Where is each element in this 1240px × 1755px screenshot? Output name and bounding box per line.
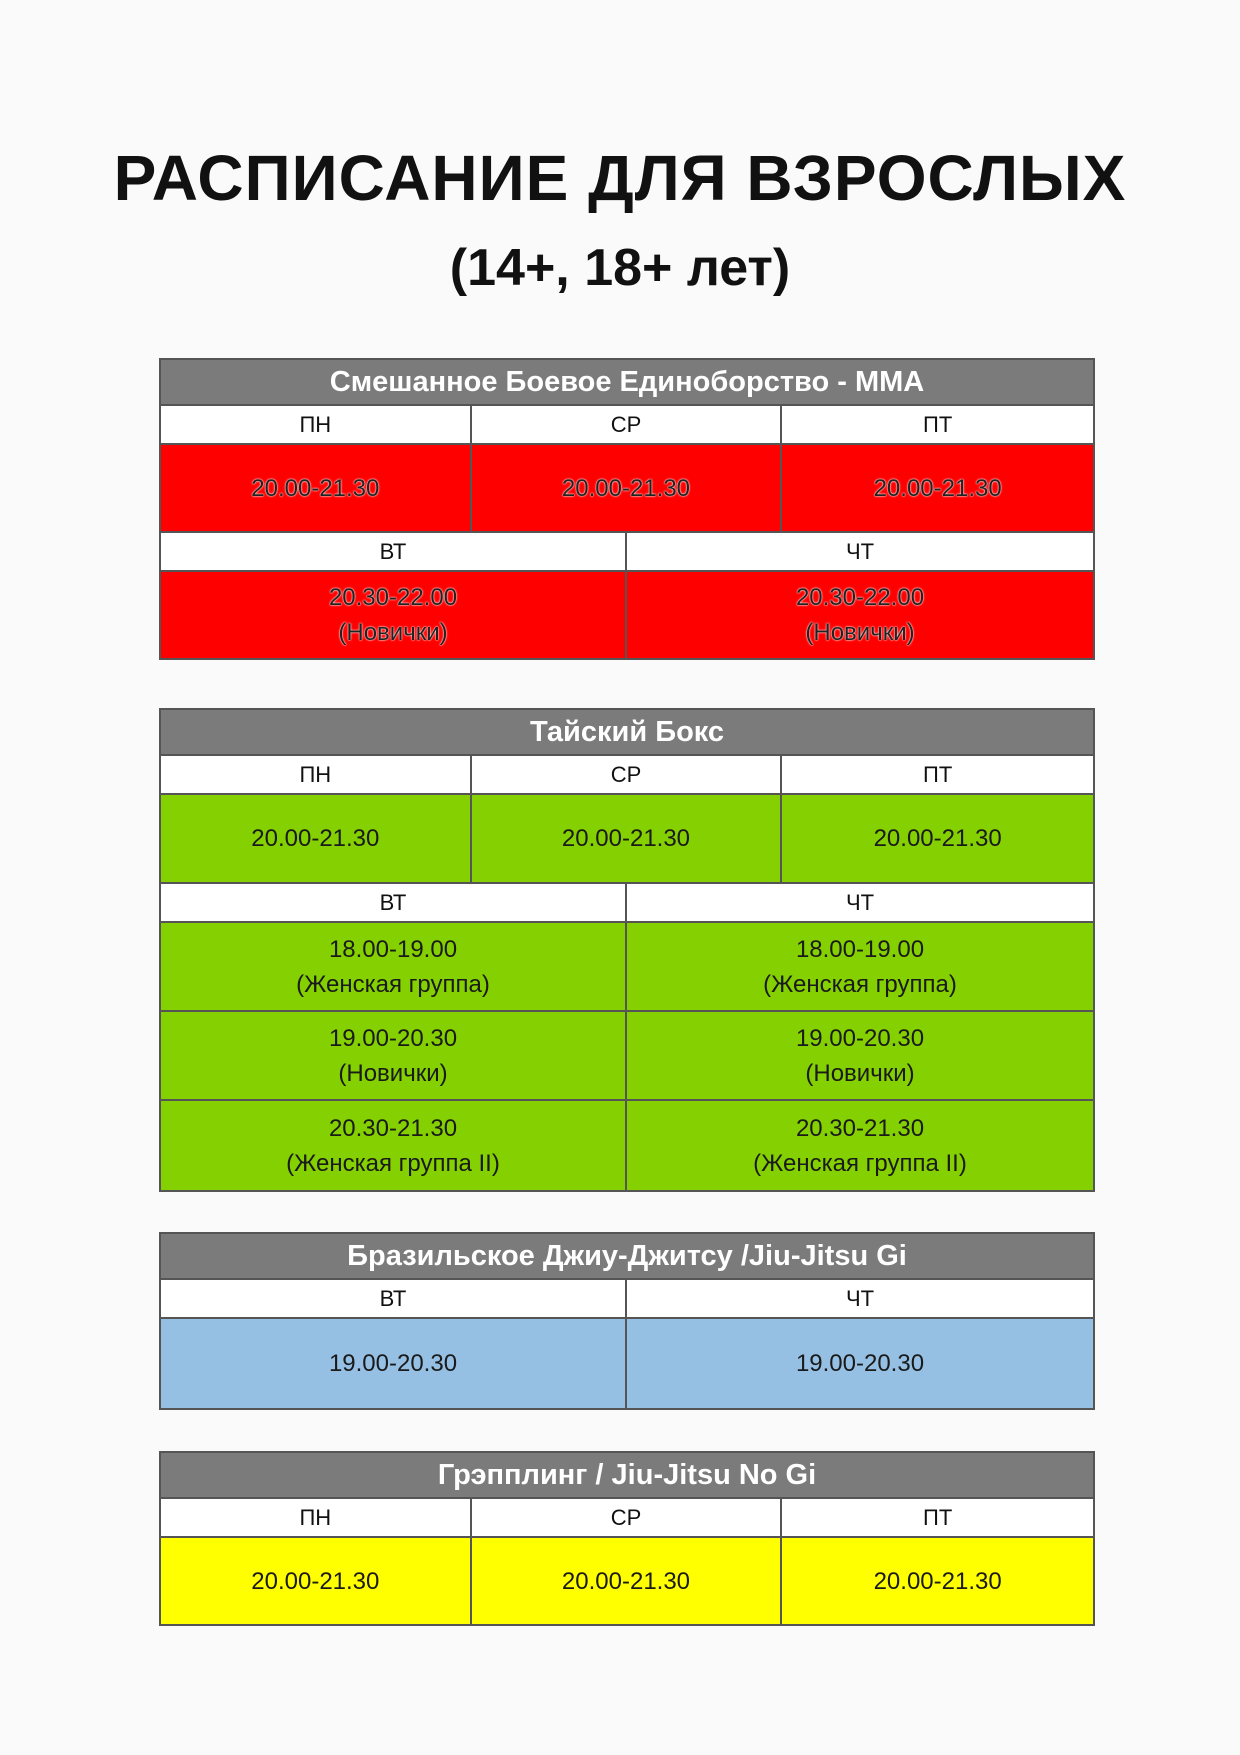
time-slot (627, 572, 1093, 658)
time-slot-note: (Женская группа II) (753, 1149, 967, 1177)
time-slot (161, 572, 627, 658)
time-slot (627, 1319, 1093, 1408)
thai-boxing-schedule-table (159, 708, 1095, 1192)
time-slot-time: 20.00-21.30 (561, 1567, 691, 1595)
time-slot-note: (Новички) (338, 1059, 448, 1087)
time-slot (472, 1538, 783, 1624)
time-slot (627, 923, 1093, 1012)
thai-boxing-table-title: Тайский Бокс (161, 710, 1093, 756)
time-slot-time: 20.00-21.30 (561, 825, 691, 852)
time-slot-time: 18.00-19.00 (795, 935, 925, 963)
time-slot (161, 795, 472, 884)
time-slot-time: 20.00-21.30 (873, 1567, 1002, 1595)
time-slot-time: 20.00-21.30 (251, 1567, 380, 1595)
day-header: СР (472, 1499, 783, 1538)
day-header: ВТ (161, 1280, 627, 1319)
time-slot (161, 1319, 627, 1408)
time-slot (472, 445, 783, 533)
time-slot (161, 1101, 627, 1190)
day-header: ПТ (782, 406, 1093, 445)
time-slot-time: 20.00-21.30 (561, 474, 691, 502)
time-slot (161, 445, 472, 533)
time-slot-time: 20.00-21.30 (251, 825, 380, 852)
grappling-table-title: Грэпплинг / Jiu-Jitsu No Gi (161, 1453, 1093, 1499)
time-slot (627, 1012, 1093, 1101)
time-slot-time: 19.00-20.30 (795, 1350, 925, 1377)
grappling-schedule-table (159, 1451, 1095, 1626)
day-header: СР (472, 406, 783, 445)
time-slot-time: 20.00-21.30 (873, 474, 1002, 502)
day-header: СР (472, 756, 783, 795)
time-slot-note: (Новички) (805, 1059, 915, 1087)
time-slot-time: 20.30-21.30 (328, 1114, 458, 1142)
time-slot (782, 795, 1093, 884)
time-slot-time: 20.00-21.30 (873, 825, 1002, 852)
time-slot-time: 19.00-20.30 (328, 1350, 458, 1377)
time-slot (161, 1012, 627, 1101)
day-header: ЧТ (627, 1280, 1093, 1319)
time-slot (627, 1101, 1093, 1190)
time-slot-time: 20.30-22.00 (328, 584, 458, 611)
time-slot-time: 19.00-20.30 (328, 1024, 458, 1052)
time-slot-time: 20.00-21.30 (251, 474, 380, 502)
time-slot-time: 20.30-22.00 (795, 584, 925, 611)
day-header: ПН (161, 756, 472, 795)
time-slot-note: (Женская группа II) (286, 1149, 500, 1177)
day-header: ПН (161, 1499, 472, 1538)
page-subtitle: (14+, 18+ лет) (449, 239, 791, 297)
time-slot (161, 1538, 472, 1624)
mma-table-title: Смешанное Боевое Единоборство - ММА (161, 360, 1093, 406)
time-slot-time: 19.00-20.30 (795, 1024, 925, 1052)
time-slot (472, 795, 783, 884)
time-slot-time: 20.30-21.30 (795, 1114, 925, 1142)
day-header: ПТ (782, 756, 1093, 795)
mma-schedule-table (159, 358, 1095, 660)
time-slot (782, 1538, 1093, 1624)
day-header: ЧТ (627, 884, 1093, 923)
time-slot-note: (Новички) (338, 619, 448, 646)
page-title: РАСПИСАНИЕ ДЛЯ ВЗРОСЛЫХ (113, 142, 1127, 214)
bjj-table-title: Бразильское Джиу-Джитсу /Jiu-Jitsu Gi (161, 1234, 1093, 1280)
time-slot-note: (Женская группа) (296, 970, 490, 998)
day-header: ВТ (161, 533, 627, 572)
bjj-schedule-table (159, 1232, 1095, 1410)
day-header: ЧТ (627, 533, 1093, 572)
day-header: ВТ (161, 884, 627, 923)
day-header: ПН (161, 406, 472, 445)
time-slot-note: (Новички) (805, 619, 915, 646)
time-slot-time: 18.00-19.00 (328, 935, 458, 963)
time-slot (161, 923, 627, 1012)
time-slot-note: (Женская группа) (763, 970, 957, 998)
day-header: ПТ (782, 1499, 1093, 1538)
time-slot (782, 445, 1093, 533)
